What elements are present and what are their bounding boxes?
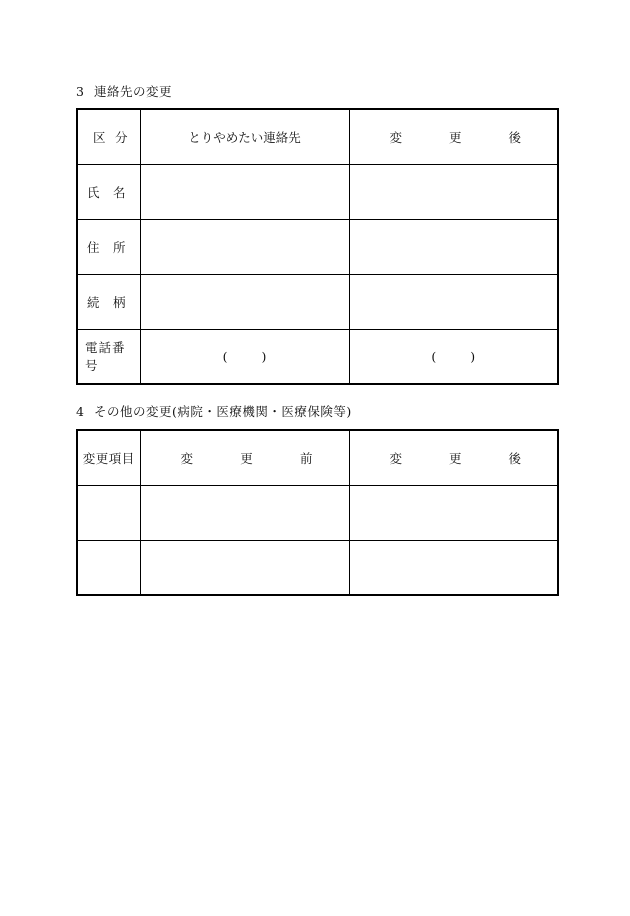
row-label-address — [77, 219, 140, 274]
row-label-relationship-char-1: 続 — [87, 294, 100, 310]
after-field-2[interactable] — [349, 540, 558, 595]
header-after-cell — [349, 109, 558, 164]
header-after-char-2: 更 — [448, 450, 462, 466]
table-row-phone — [77, 329, 558, 384]
section-3-heading: 連絡先の変更 — [94, 84, 173, 99]
header-before-char-3: 前 — [299, 450, 313, 466]
other-change-table — [76, 429, 559, 596]
header-before-char-2: 更 — [240, 450, 253, 466]
section-3-title — [76, 84, 172, 100]
new-address-field[interactable] — [349, 219, 558, 274]
header-after-char-2: 更 — [448, 129, 462, 145]
section-4-title — [76, 404, 352, 420]
new-relationship-field[interactable] — [349, 274, 558, 329]
old-phone-paren-open: ( — [222, 348, 228, 364]
old-phone-field[interactable] — [140, 329, 349, 384]
header-category-char-2: 分 — [114, 129, 128, 145]
row-label-address-char-1: 住 — [87, 239, 100, 255]
row-label-phone-text: 電話番号 — [85, 340, 126, 374]
row-label-relationship — [77, 274, 140, 329]
change-item-field-2[interactable] — [77, 540, 140, 595]
header-old-contact-cell — [140, 109, 349, 164]
row-label-name-char-2: 名 — [112, 184, 126, 200]
new-phone-paren-close: ) — [470, 348, 476, 364]
header-old-contact-label: とりやめたい連絡先 — [188, 129, 301, 145]
new-phone-field[interactable] — [349, 329, 558, 384]
section-4-heading: その他の変更(病院・医療機関・医療保険等) — [94, 404, 352, 419]
old-relationship-field[interactable] — [140, 274, 349, 329]
before-field-1[interactable] — [140, 485, 349, 540]
table-row-name — [77, 164, 558, 219]
header-before-cell — [140, 430, 349, 485]
section-4-number: 4 — [76, 404, 85, 419]
old-address-field[interactable] — [140, 219, 349, 274]
row-label-relationship-char-2: 柄 — [112, 294, 126, 310]
before-field-2[interactable] — [140, 540, 349, 595]
header-category-char-1: 区 — [93, 129, 106, 145]
table-row — [77, 540, 558, 595]
table-header-row — [77, 430, 558, 485]
header-item-label: 変更項目 — [82, 450, 135, 466]
header-after-char-1: 変 — [389, 129, 403, 145]
row-label-address-char-2: 所 — [112, 239, 126, 255]
section-3-number: 3 — [76, 84, 85, 99]
table-row-relationship — [77, 274, 558, 329]
table-row — [77, 485, 558, 540]
header-after-char-1: 変 — [389, 450, 403, 466]
after-field-1[interactable] — [349, 485, 558, 540]
old-phone-paren-close: ) — [261, 348, 267, 364]
header-after-char-3: 後 — [508, 450, 521, 466]
old-name-field[interactable] — [140, 164, 349, 219]
header-category-cell — [77, 109, 140, 164]
table-row-address — [77, 219, 558, 274]
row-label-phone — [77, 329, 140, 384]
table-header-row — [77, 109, 558, 164]
header-after-char-3: 後 — [508, 129, 521, 145]
new-phone-paren-open: ( — [431, 348, 437, 364]
new-name-field[interactable] — [349, 164, 558, 219]
row-label-name — [77, 164, 140, 219]
header-after-cell — [349, 430, 558, 485]
header-item-cell — [77, 430, 140, 485]
change-item-field-1[interactable] — [77, 485, 140, 540]
contact-change-table — [76, 108, 559, 385]
row-label-name-char-1: 氏 — [87, 184, 100, 200]
header-before-char-1: 変 — [180, 450, 194, 466]
